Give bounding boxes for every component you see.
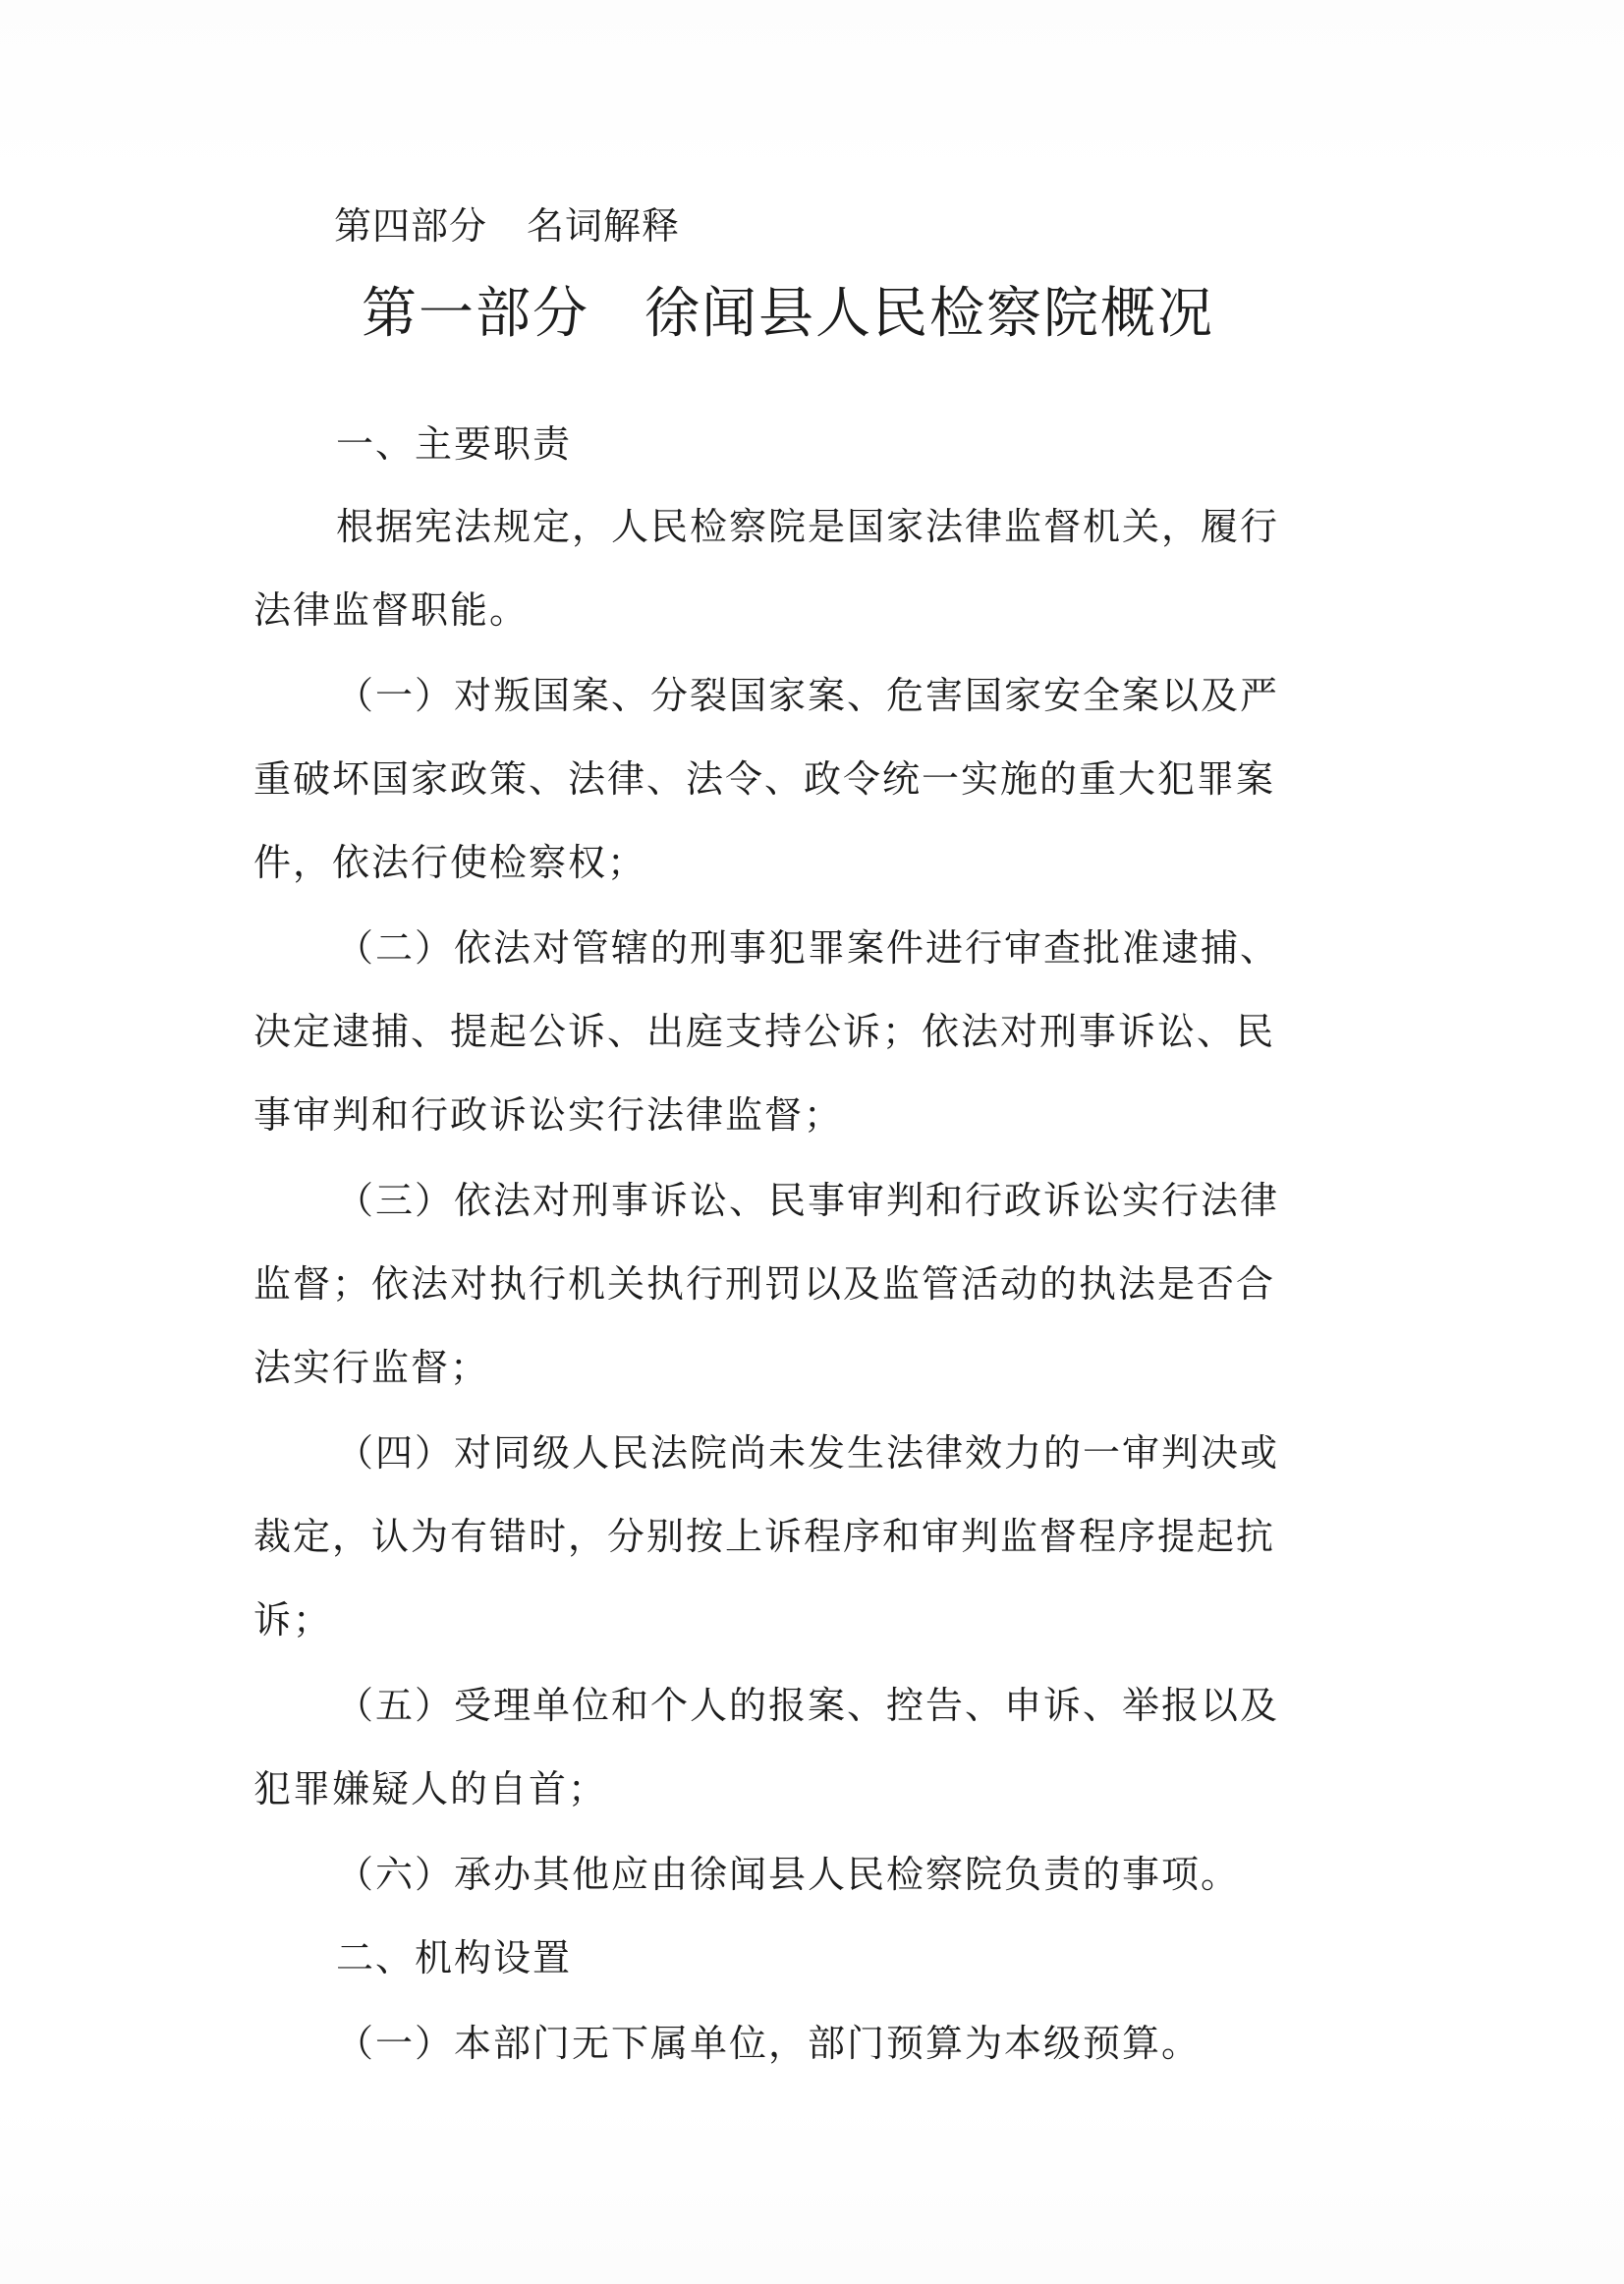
paragraph-line: 件，依法行使检察权；: [253, 841, 647, 884]
paragraph-line: （三）依法对刑事诉讼、民事审判和行政诉讼实行法律: [336, 1179, 1280, 1222]
toc-part: 第四部分: [334, 204, 488, 248]
paragraph-line: （五）受理单位和个人的报案、控告、申诉、举报以及: [336, 1684, 1280, 1727]
paragraph-line: （二）依法对管辖的刑事犯罪案件进行审查批准逮捕、: [336, 926, 1280, 970]
paragraph-line: 监督；依法对执行机关执行刑罚以及监管活动的执法是否合: [253, 1262, 1276, 1306]
title-part: 第一部分: [362, 282, 589, 346]
paragraph-line: 事审判和行政诉讼实行法律监督；: [253, 1093, 844, 1137]
paragraph-line: （一）本部门无下属单位，部门预算为本级预算。: [336, 2022, 1202, 2065]
page-title: [362, 280, 1214, 349]
paragraph-line: 根据宪法规定，人民检察院是国家法律监督机关，履行: [336, 505, 1280, 548]
paragraph-line: 法律监督职能。: [253, 588, 530, 632]
section1-heading: 一、主要职责: [336, 422, 573, 466]
paragraph-line: 裁定，认为有错时，分别按上诉程序和审判监督程序提起抗: [253, 1515, 1276, 1558]
paragraph-line: 犯罪嫌疑人的自首；: [253, 1767, 608, 1810]
paragraph-line: 诉；: [253, 1598, 333, 1642]
section2-heading: 二、机构设置: [336, 1936, 573, 1979]
paragraph-line: 重破坏国家政策、法律、法令、政令统一实施的重大犯罪案: [253, 757, 1276, 801]
toc-line: [334, 201, 680, 251]
paragraph-line: （一）对叛国案、分裂国家案、危害国家安全案以及严: [336, 674, 1280, 717]
title-name: 徐闻县人民检察院概况: [644, 282, 1214, 346]
paragraph-line: 决定逮捕、提起公诉、出庭支持公诉；依法对刑事诉讼、民: [253, 1010, 1276, 1053]
paragraph-line: （六）承办其他应由徐闻县人民检察院负责的事项。: [336, 1853, 1241, 1896]
toc-name: 名词解释: [527, 204, 681, 248]
paragraph-line: 法实行监督；: [253, 1346, 490, 1389]
paragraph-line: （四）对同级人民法院尚未发生法律效力的一审判决或: [336, 1431, 1280, 1475]
